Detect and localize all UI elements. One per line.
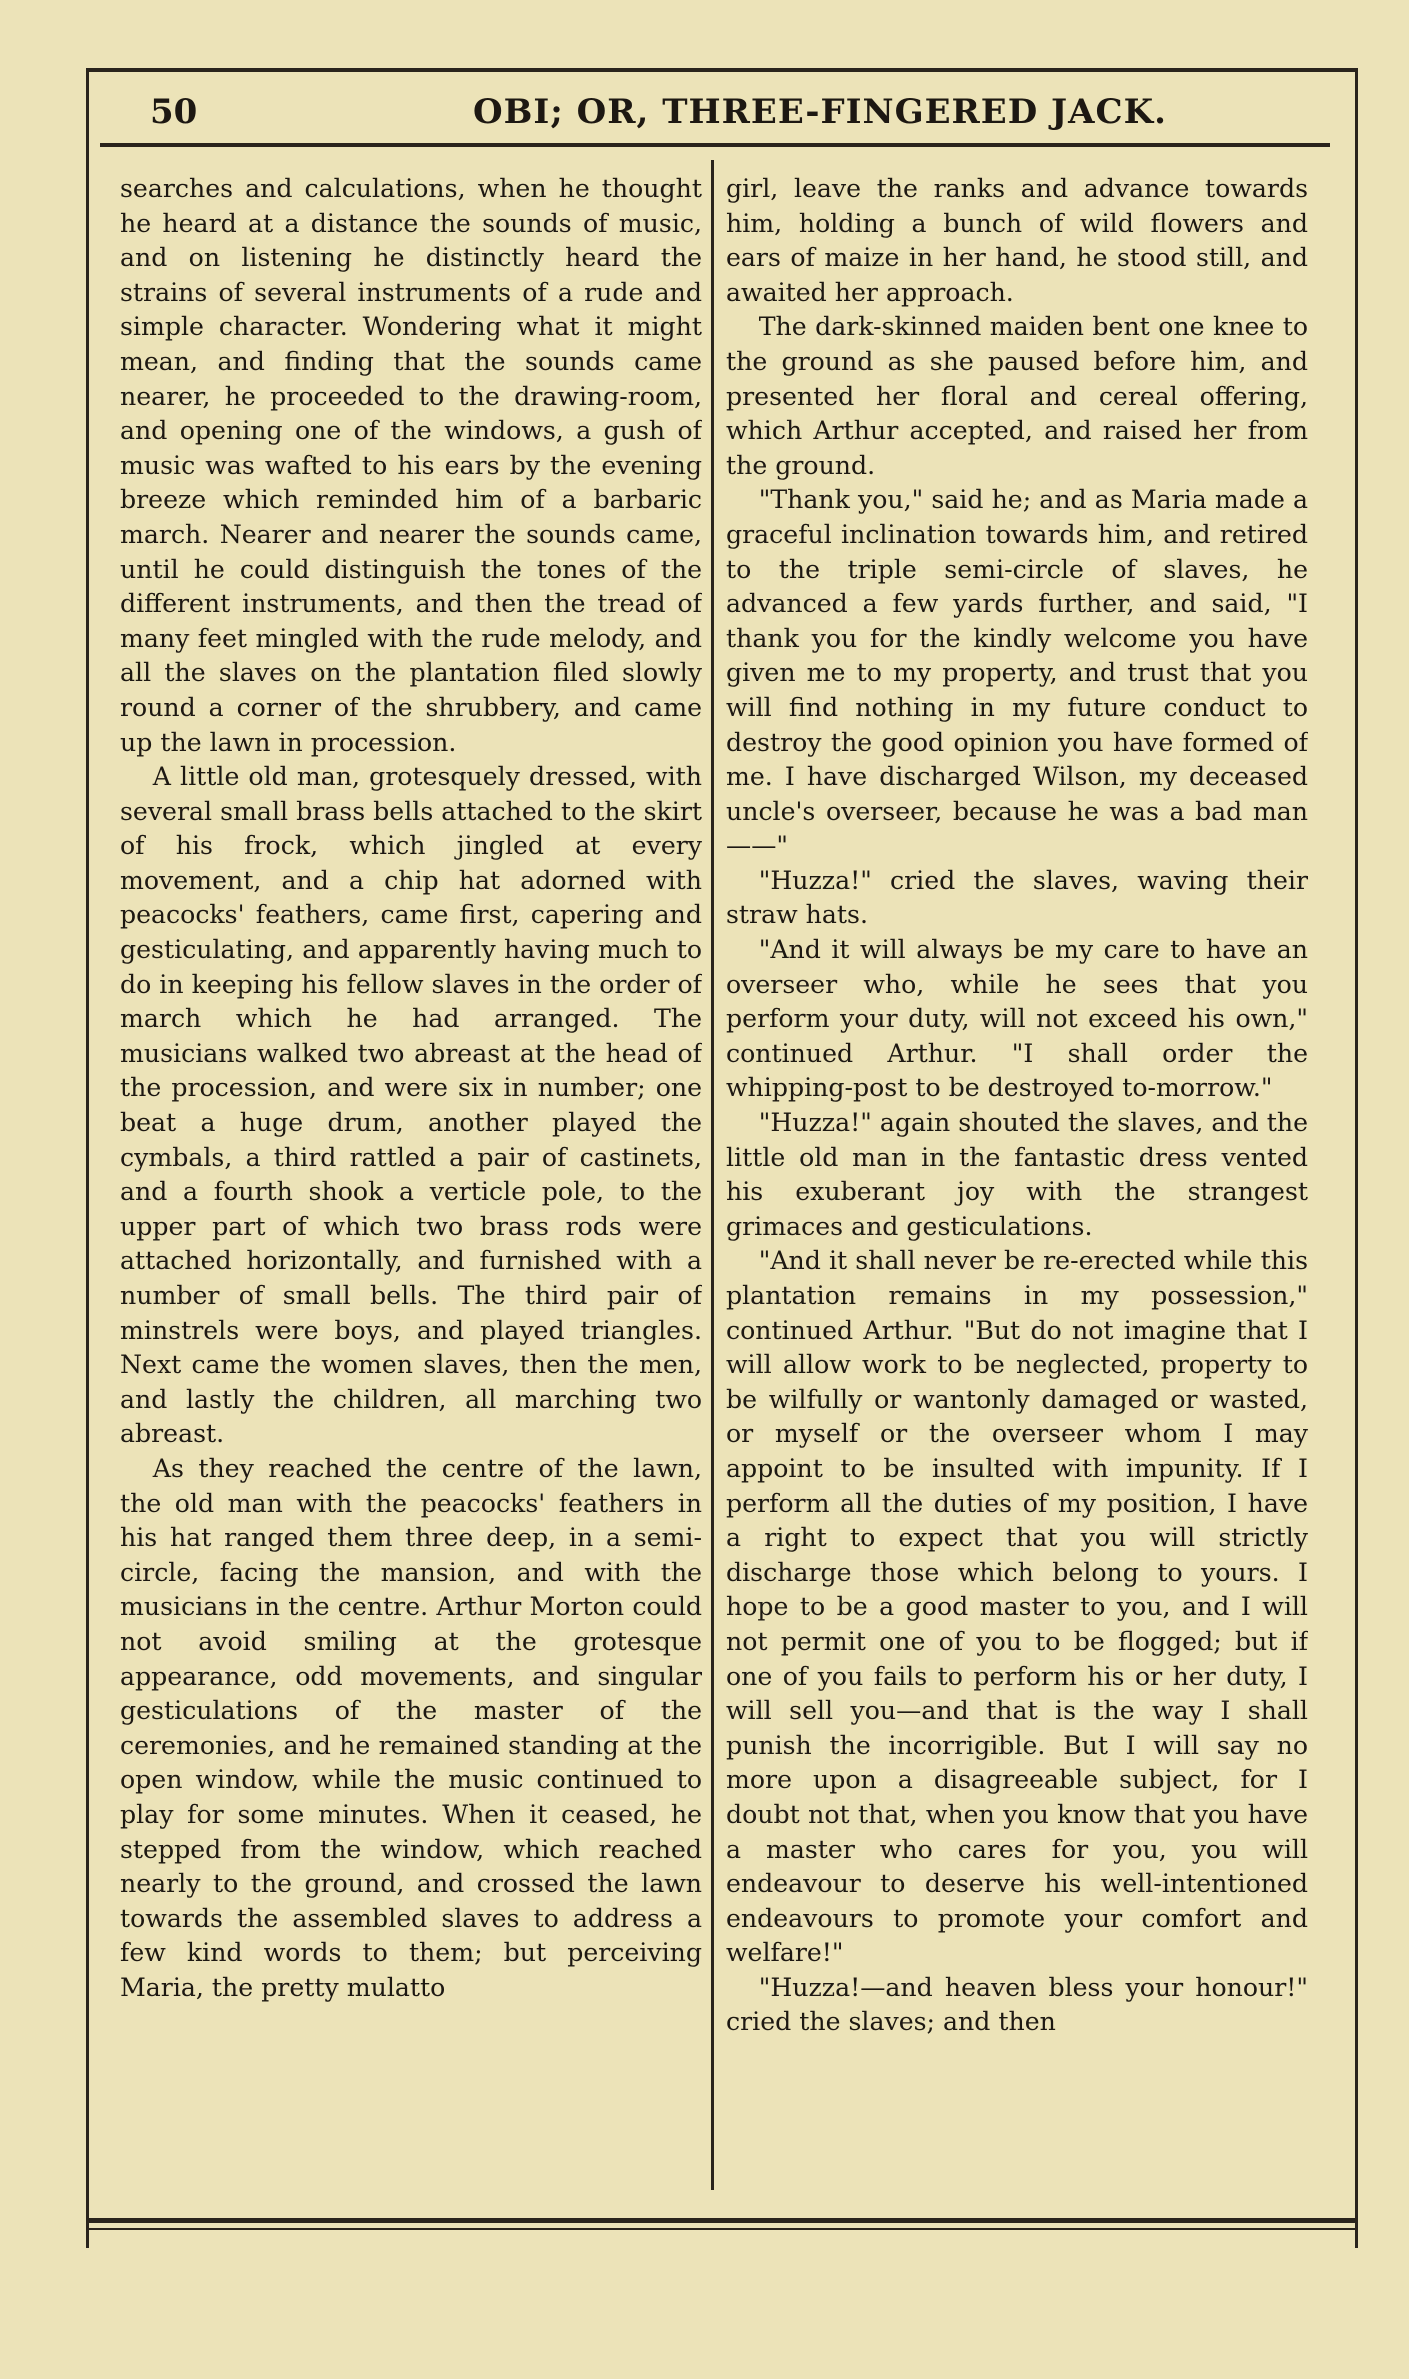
bottom-border-rule-thin: [86, 2228, 1358, 2230]
page-header: [150, 92, 1330, 140]
paragraph: "Thank you," said he; and as Maria made a graceful inclination towards him, and retired to the triple semi-circle of slaves, he advanced a few yards further, and said, "I thank you for the kindly welcome you have given me to my property, and trust that you will find nothing in my future conduct to destroy the good opinion you have formed of me. I have discharged Wilson, my deceased uncle's overseer, because he was a bad man——": [726, 485, 1308, 861]
paragraph: "Huzza!—and heaven bless your honour!" cried the slaves; and then: [726, 1972, 1308, 2037]
paragraph: "And it will always be my care to have an overseer who, while he sees that you perform your duty, will not exceed his own," continued Arthur. "I shall order the whipping-post to be destroyed to-morrow.": [726, 935, 1308, 1103]
right-column: [726, 172, 1308, 2182]
paragraph: "And it shall never be re-erected while this plantation remains in my possession," continued Arthur. "But do not imagine that I will allow work to be neglected, property to be wilfully or wantonly damaged or wasted, or myself or the overseer whom I may appoint to be insulted with impunity. If I perform all the duties of my position, I have a right to expect that you will strictly discharge those which belong to yours. I hope to be a good master to you, and I will not permit one of you to be flogged; but if one of you fails to perform his or her duty, I will sell you—and that is the way I shall punish the incorrigible. But I will say no more upon a disagreeable subject, for I doubt not that, when you know that you have a master who cares for you, you will endeavour to deserve his well-intentioned endeavours to promote your comfort and welfare!": [726, 1246, 1308, 1968]
paragraph: searches and calculations, when he thought he heard at a distance the sounds of music, and on listening he distinctly heard the strains of several instruments of a rude and simple character. Wondering what it might mean, and finding that the sounds came nearer, he proceeded to the drawing-room, and opening one of the windows, a gush of music was wafted to his ears by the evening breeze which reminded him of a barbaric march. Nearer and nearer the sounds came, until he could distinguish the tones of the different instruments, and then the tread of many feet mingled with the rude melody, and all the slaves on the plantation filed slowly round a corner of the shrubbery, and came up the lawn in procession.: [120, 174, 702, 757]
paragraph: "Huzza!" again shouted the slaves, and the little old man in the fantastic dress vented his exuberant joy with the strangest grimaces and gesticulations.: [726, 1108, 1308, 1241]
paragraph: A little old man, grotesquely dressed, with several small brass bells attached to the skirt of his frock, which jingled at every movement, and a chip hat adorned with peacocks' feathers, came first, capering and gesticulating, and apparently having much to do in keeping his fellow slaves in the order of march which he had arranged. The musicians walked two abreast at the head of the procession, and were six in number; one beat a huge drum, another played the cymbals, a third rattled a pair of castinets, and a fourth shook a verticle pole, to the upper part of which two brass rods were attached horizontally, and furnished with a number of small bells. The third pair of minstrels were boys, and played triangles. Next came the women slaves, then the men, and lastly the children, all marching two abreast.: [120, 762, 702, 1449]
column-divider: [711, 160, 714, 2190]
paragraph: The dark-skinned maiden bent one knee to the ground as she paused before him, and presented her floral and cereal offering, which Arthur accepted, and raised her from the ground.: [726, 312, 1308, 480]
paragraph: As they reached the centre of the lawn, the old man with the peacocks' feathers in his hat ranged them three deep, in a semi-circle, facing the mansion, and with the musicians in the centre. Arthur Morton could not avoid smiling at the grotesque appearance, odd movements, and singular gesticulations of the master of the ceremonies, and he remained standing at the open window, while the music continued to play for some minutes. When it ceased, he stepped from the window, which reached nearly to the ground, and crossed the lawn towards the assembled slaves to address a few kind words to them; but perceiving Maria, the pretty mulatto: [120, 1453, 702, 2002]
paragraph: girl, leave the ranks and advance towards him, holding a bunch of wild flowers and ears of maize in her hand, he stood still, and awaited her approach.: [726, 174, 1308, 307]
header-rule: [100, 143, 1330, 147]
paragraph: "Huzza!" cried the slaves, waving their straw hats.: [726, 865, 1308, 930]
page-number: 50: [150, 92, 198, 132]
running-title: OBI; OR, THREE-FINGERED JACK.: [473, 92, 1167, 132]
left-column: [120, 172, 702, 2182]
bottom-border-rule: [86, 2218, 1358, 2223]
